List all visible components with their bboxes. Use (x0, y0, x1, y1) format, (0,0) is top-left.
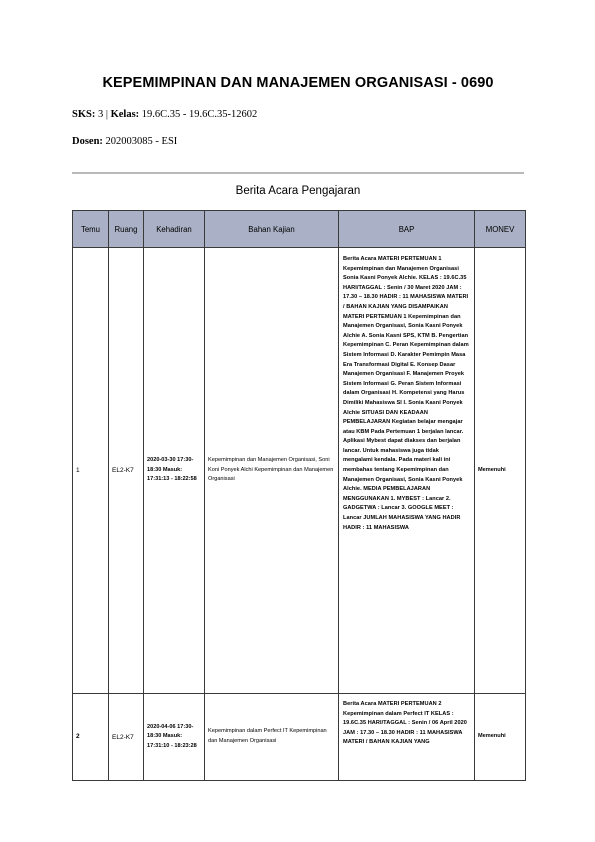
table-header-row (73, 211, 526, 248)
kelas-value: 19.6C.35 - 19.6C.35-12602 (139, 109, 258, 120)
cell-monev: Memenuhi (475, 694, 526, 781)
sks-label: SKS: (72, 109, 96, 120)
cell-kehadiran: 2020-03-30 17:30-18:30 Masuk: 17:31:13 - 18:22:58 (144, 248, 205, 694)
lecturer-line (72, 136, 177, 147)
table-row (73, 248, 526, 694)
cell-ruang: EL2-K7 (109, 248, 144, 694)
header-ruang: Ruang (109, 211, 144, 248)
cell-bahan-kajian: Kepemimpinan dalam Perfect IT Kepemimpinan dan Manajemen Organisasi (205, 694, 339, 781)
course-info-line (72, 109, 257, 120)
cell-temu: 1 (73, 248, 109, 694)
course-title: KEPEMIMPINAN DAN MANAJEMEN ORGANISASI - 0690 (102, 75, 494, 91)
divider (72, 172, 524, 174)
cell-monev: Memenuhi (475, 248, 526, 694)
cell-kehadiran: 2020-04-06 17:30-18:30 Masuk: 17:31:10 - 18:23:28 (144, 694, 205, 781)
cell-bap: Berita Acara MATERI PERTEMUAN 1 Kepemimpinan dan Manajemen Organisasi Sonia Kasni Ponyek Alchie. KELAS : 19.6C.35 HARI/TAGGAL : Senin / 30 Maret 2020 JAM : 17.30 – 18.30 HADIR : 11 MAHASISWA MATERI / BAHAN KAJIAN YANG DISAMPAIKAN MATERI PERTEMUAN 1 Kepemimpinan dan Manajemen Organisasi, Sonia Kasni Ponyek Alchie A. Sonia Kasni SPS, KTM B. Pengertian Kepemimpinan C. Peran Kepemimpinan dalam Sistem Informasi D. Karakter Pemimpin Masa Era Transformasi Digital E. Konsep Dasar Manajemen Organisasi F. Manajemen Proyek Sistem Informasi G. Peran Sistem Informasi dalam Organisasi H. Kompetensi yang Harus Dimiliki Mahasiswa SI I. Sonia Kasni Ponyek Alchie SITUASI DAN KEADAAN PEMBELAJARAN Kegiatan belajar mengajar atau KBM Pada Pertemuan 1 berjalan lancar. Aplikasi Mybest dapat diakses dan berjalan lancar. Untuk mahasiswa juga tidak mengalami kendala. Pada materi kali ini membahas tentang Kepemimpinan dan Manajemen Organisasi, Sonia Kasni Ponyek Alchie. MEDIA PEMBELAJARAN MENGGUNAKAN 1. MYBEST : Lancar 2. GADGETWA : Lancar 3. GOOGLE MEET : Lancar JUMLAH MAHASISWA YANG HADIR HADIR : 11 MAHASISWA (339, 248, 475, 694)
cell-temu: 2 (73, 694, 109, 781)
header-bahan-kajian: Bahan Kajian (205, 211, 339, 248)
header-bap: BAP (339, 211, 475, 248)
table-row (73, 694, 526, 781)
dosen-label: Dosen: (72, 136, 103, 147)
teaching-record-table (72, 210, 526, 781)
header-kehadiran: Kehadiran (144, 211, 205, 248)
dosen-value: 202003085 - ESI (102, 136, 178, 147)
cell-bahan-kajian: Kepemimpinan dan Manajemen Organisasi, Soni Koni Ponyek Alchi Kepemimpinan dan Manajemen Organisasi (205, 248, 339, 694)
section-title: Berita Acara Pengajaran (235, 185, 361, 197)
cell-bap: Berita Acara MATERI PERTEMUAN 2 Kepemimpinan dalam Perfect IT KELAS : 19.6C.35 HARI/TAGGAL : Senin / 06 April 2020 JAM : 17.30 – 18.30 HADIR : 11 MAHASISWA MATERI / BAHAN KAJIAN YANG (339, 694, 475, 781)
kelas-label: Kelas: (110, 109, 140, 120)
cell-ruang: EL2-K7 (109, 694, 144, 781)
sks-value: 3 | (95, 109, 111, 120)
header-monev: MONEV (475, 211, 526, 248)
header-temu: Temu (73, 211, 109, 248)
